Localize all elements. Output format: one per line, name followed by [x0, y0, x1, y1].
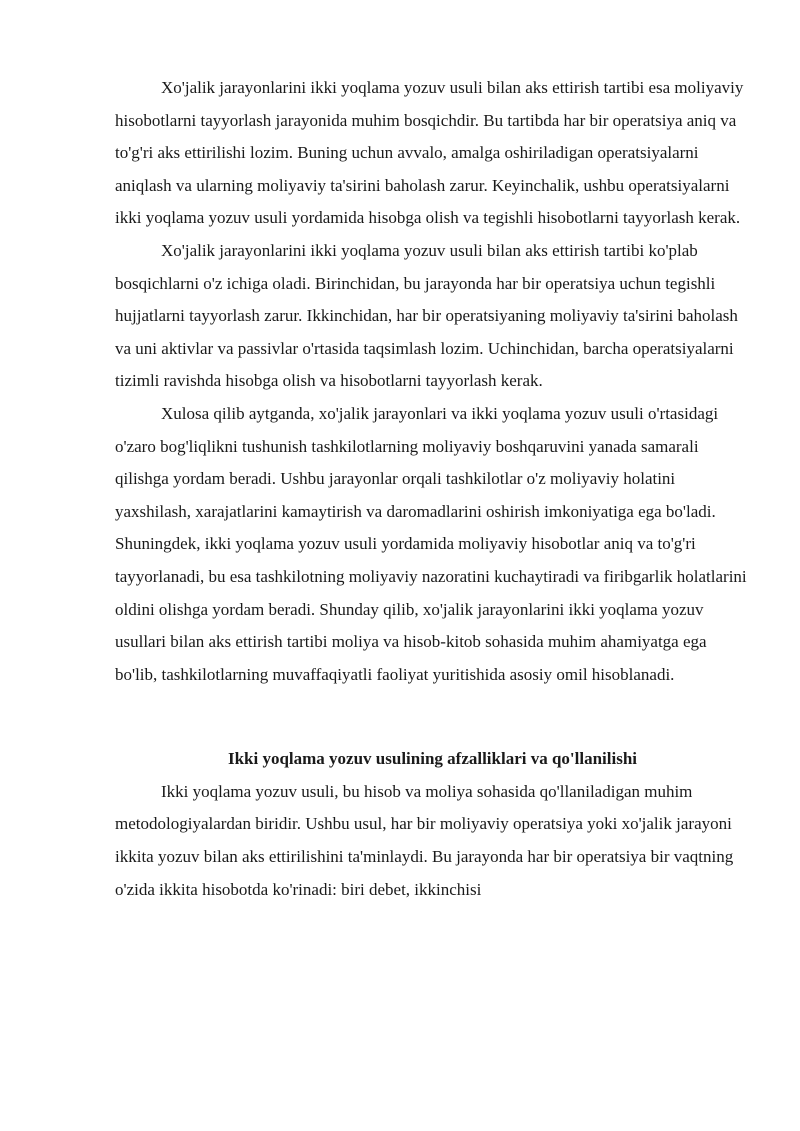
paragraph-1: Xo'jalik jarayonlarini ikki yoqlama yozuv usuli bilan aks ettirish tartibi esa moliyaviy hisobotlarni tayyorlash jarayonida muhim bosqichdir. Bu tartibda har bir operatsiya aniq va to'g'ri aks ettirilishi lozim. Buning uchun avvalo, amalga oshiriladigan operatsiyalarni aniqlash va ularning moliyaviy ta'sirini baholash zarur. Keyinchalik, ushbu operatsiyalarni ikki yoqlama yozuv usuli yordamida hisobga olish va tegishli hisobotlarni tayyorlash kerak. — [115, 78, 744, 228]
section-heading: Ikki yoqlama yozuv usulining afzalliklari va qo'llanilishi — [227, 749, 638, 769]
document-body — [115, 72, 750, 906]
paragraph-3: Xulosa qilib aytganda, xo'jalik jarayonlari va ikki yoqlama yozuv usuli o'rtasidagi o'zaro bog'liqlikni tushunish tashkilotlarning moliyaviy boshqaruvini yanada samarali qilishga yordam beradi. Ushbu jarayonlar orqali tashkilotlar o'z moliyaviy holatini yaxshilash, xarajatlarini kamaytirish va daromadlarini oshirish imkoniyatiga ega bo'ladi. Shuningdek, ikki yoqlama yozuv usuli yordamida moliyaviy hisobotlar aniq va to'g'ri tayyorlanadi, bu esa tashkilotning moliyaviy nazoratini kuchaytiradi va firibgarlik holatlarini oldini olishga yordam beradi. Shunday qilib, xo'jalik jarayonlarini ikki yoqlama yozuv usullari bilan aks ettirish tartibi moliya va hisob-kitob sohasida muhim ahamiyatga ega bo'lib, tashkilotlarning muvaffaqiyatli faoliyat yuritishida asosiy omil hisoblanadi. — [115, 403, 747, 684]
section-paragraph: Ikki yoqlama yozuv usuli, bu hisob va moliya sohasida qo'llaniladigan muhim metodologiyalardan biridir. Ushbu usul, har bir moliyaviy operatsiya yoki xo'jalik jarayoni ikkita yozuv bilan aks ettirilishini ta'minlaydi. Bu jarayonda har bir operatsiya bir vaqtning o'zida ikkita hisobotda ko'rinadi: biri debet, ikkinchisi — [115, 781, 734, 899]
paragraph-2: Xo'jalik jarayonlarini ikki yoqlama yozuv usuli bilan aks ettirish tartibi ko'plab bosqichlarni o'z ichiga oladi. Birinchidan, bu jarayonda har bir operatsiya uchun tegishli hujjatlarni tayyorlash zarur. Ikkinchidan, har bir operatsiyaning moliyaviy ta'sirini baholash va uni aktivlar va passivlar o'rtasida taqsimlash lozim. Uchinchidan, barcha operatsiyalarni tizimli ravishda hisobga olish va hisobotlarni tayyorlash kerak. — [115, 240, 738, 391]
